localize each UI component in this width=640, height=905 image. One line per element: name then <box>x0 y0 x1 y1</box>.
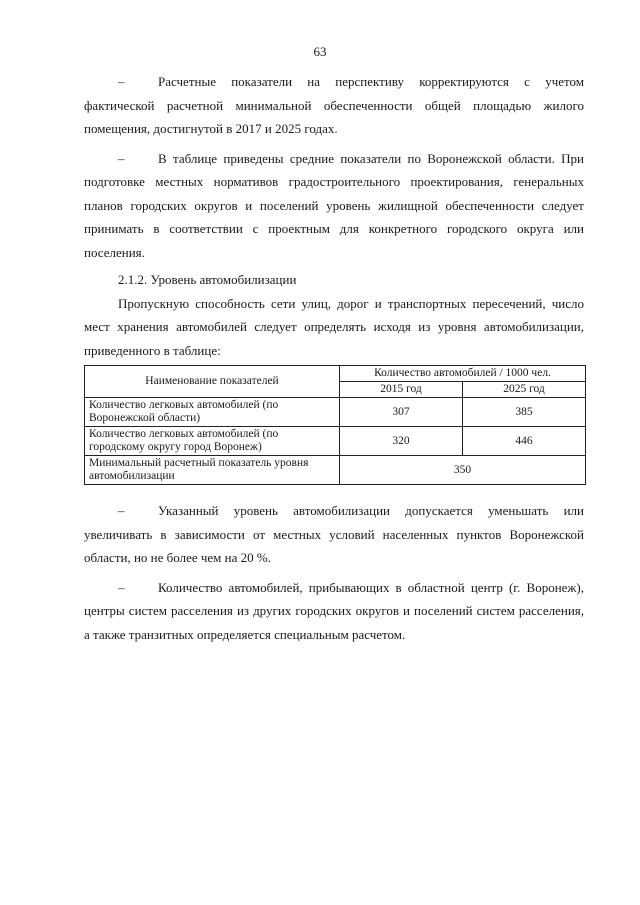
paragraph-text: Расчетные показатели на перспективу корректируются с учетом фактической расчетной минимальной обеспеченности общей площадью жилого помещения, достигнутой в 2017 и 2025 годах. <box>84 74 584 136</box>
section-heading: 2.1.2. Уровень автомобилизации <box>118 272 297 287</box>
page-number: 63 <box>313 44 327 59</box>
list-dash: – <box>118 74 125 89</box>
header-name: Наименование показателей <box>85 366 340 398</box>
table-row <box>85 427 586 456</box>
header-group: Количество автомобилей / 1000 чел. <box>340 366 586 382</box>
header-year-2025: 2025 год <box>463 382 586 398</box>
row-value-2015: 307 <box>340 398 463 427</box>
paragraph-text: Количество автомобилей, прибывающих в областной центр (г. Воронеж), центры систем расселения из других городских округов и поселений систем расселения, а также транзитных определяется специальным расчетом. <box>84 579 584 642</box>
motorization-table <box>84 365 586 485</box>
paragraph-forecast-correction <box>84 70 584 141</box>
table-header-row <box>85 366 586 382</box>
paragraph-text: Указанный уровень автомобилизации допускается уменьшать или увеличивать в зависимости от местных условий населенных пунктов Воронежской области, но не более чем на 20 %. <box>84 503 584 565</box>
row-value-2015: 320 <box>340 427 463 456</box>
document-body <box>84 70 584 646</box>
row-name: Количество легковых автомобилей (по Воронежской области) <box>85 398 340 427</box>
row-value-2025: 446 <box>463 427 586 456</box>
paragraph-transit-calculation <box>84 576 584 647</box>
header-year-2015: 2015 год <box>340 382 463 398</box>
paragraph-capacity: Пропускную способность сети улиц, дорог и транспортных пересечений, число мест хранения автомобилей следует определять исходя из уровня автомобилизации, приведенного в таблице: <box>84 295 584 358</box>
row-name: Минимальный расчетный показатель уровня автомобилизации <box>85 456 340 485</box>
list-dash: – <box>118 503 125 518</box>
list-dash: – <box>118 579 125 595</box>
row-value-2025: 385 <box>463 398 586 427</box>
row-name: Количество легковых автомобилей (по городскому округу город Воронеж) <box>85 427 340 456</box>
list-dash: – <box>118 150 125 166</box>
table-row-minimum <box>85 456 586 485</box>
paragraph-table-note <box>84 147 584 265</box>
paragraph-allowed-range <box>84 499 584 570</box>
row-value-minimum: 350 <box>340 456 586 485</box>
table-row <box>85 398 586 427</box>
paragraph-text: В таблице приведены средние показатели по Воронежской области. При подготовке местных нормативов градостроительного проектирования, генеральных планов городских округов и поселений уровень жилищной обеспеченности следует принимать в соответствии с проектным для конкретного городского округа или поселения. <box>84 150 584 260</box>
